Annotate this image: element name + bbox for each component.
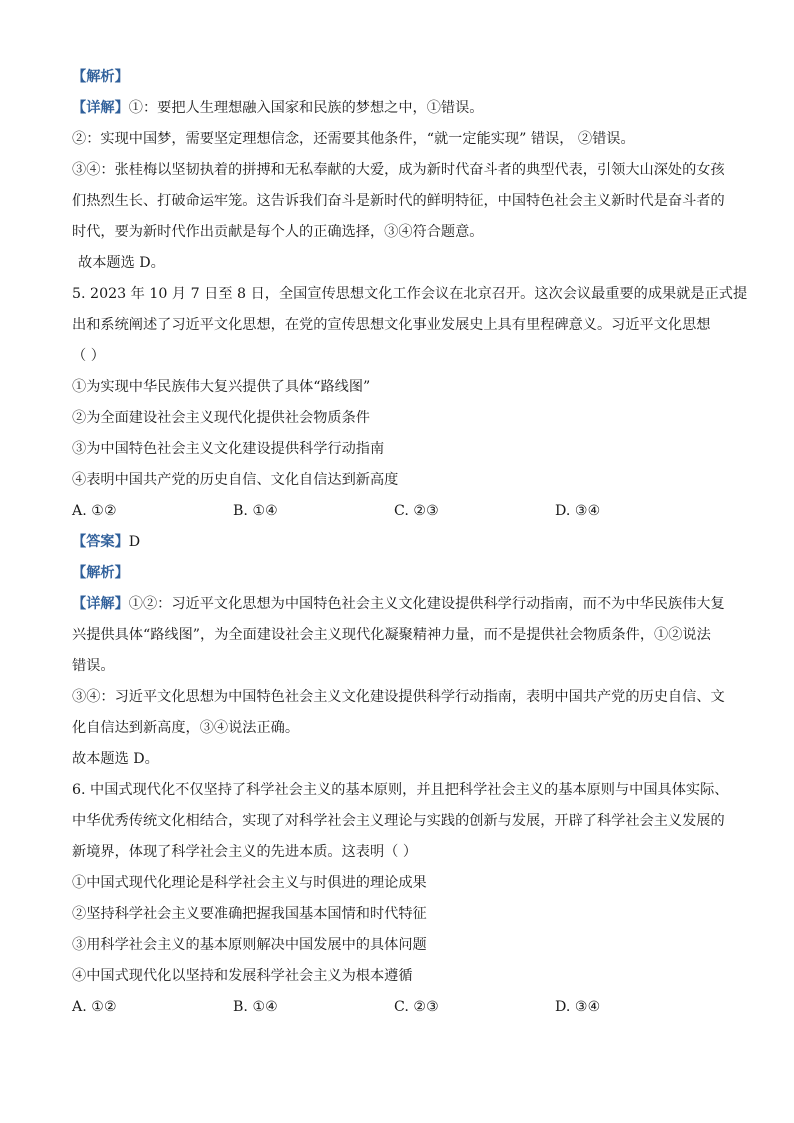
answer-line (72, 527, 722, 558)
document-page (72, 62, 748, 1023)
option-d: D. ③④ (555, 999, 601, 1015)
detail-line (72, 589, 725, 620)
detail-label: 【详解】 (72, 100, 129, 116)
question-5-options (72, 496, 722, 527)
question-6-item: ③用科学社会主义的基本原则解决中国发展中的具体问题 (72, 937, 427, 953)
question-5-item: ②为全面建设社会主义现代化提供社会物质条件 (72, 410, 370, 426)
question-5-stem: （ ） (72, 348, 105, 364)
question-6-stem: 6. 中国式现代化不仅坚持了科学社会主义的基本原则，并且把科学社会主义的基本原则与中国具体实际、 (72, 782, 729, 798)
option-b: B. ①④ (233, 999, 278, 1015)
question-6-stem: 新境界，体现了科学社会主义的先进本质。这表明（ ） (72, 844, 418, 860)
option-b: B. ①④ (233, 503, 278, 519)
question-5-item: ①为实现中华民族伟大复兴提供了具体“路线图” (72, 379, 371, 395)
detail-line: 们热烈生长、打破命运牢笼。这告诉我们奋斗是新时代的鲜明特征，中国特色社会主义新时代是奋斗者的 (72, 193, 725, 209)
question-5-stem: 出和系统阐述了习近平文化思想，在党的宣传思想文化事业发展史上具有里程碑意义。习近平文化思想 (72, 317, 711, 333)
option-a: A. ①② (72, 503, 117, 519)
detail-line: ③④：张桂梅以坚韧执着的拼搏和无私奉献的大爱，成为新时代奋斗者的典型代表，引领大山深处的女孩 (72, 162, 725, 178)
analysis-label: 【解析】 (72, 69, 129, 85)
question-5-stem: 5. 2023 年 10 月 7 日至 8 日，全国宣传思想文化工作会议在北京召开。这次会议最重要的成果就是正式提 (72, 286, 748, 302)
detail-line: 时代，要为新时代作出贡献是每个人的正确选择，③④符合题意。 (72, 224, 484, 240)
question-5-item: ③为中国特色社会主义文化建设提供科学行动指南 (72, 441, 385, 457)
conclusion: 故本题选 D。 (78, 255, 165, 271)
question-6-stem: 中华优秀传统文化相结合，实现了对科学社会主义理论与实践的创新与发展，开辟了科学社会主义发展的 (72, 813, 725, 829)
question-6-item: ②坚持科学社会主义要准确把握我国基本国情和时代特征 (72, 906, 427, 922)
question-6-options (72, 992, 722, 1023)
detail-line (72, 93, 722, 124)
detail-line: 错误。 (72, 658, 115, 674)
question-5-item: ④表明中国共产党的历史自信、文化自信达到新高度 (72, 472, 399, 488)
option-c: C. ②③ (394, 999, 439, 1015)
option-c: C. ②③ (394, 503, 439, 519)
detail-line: ③④：习近平文化思想为中国特色社会主义文化建设提供科学行动指南，表明中国共产党的历史自信、文 (72, 689, 725, 705)
detail-text: ①：要把人生理想融入国家和民族的梦想之中，①错误。 (128, 100, 484, 116)
detail-label: 【详解】 (72, 596, 129, 612)
detail-line: 化自信达到新高度，③④说法正确。 (72, 720, 300, 736)
answer-label: 【答案】 (72, 534, 129, 550)
option-a: A. ①② (72, 999, 117, 1015)
detail-line: ②：实现中国梦，需要坚定理想信念，还需要其他条件，“就一定能实现” 错误， ②错误。 (72, 131, 635, 147)
question-6-item: ④中国式现代化以坚持和发展科学社会主义为根本遵循 (72, 968, 413, 984)
option-d: D. ③④ (555, 503, 601, 519)
conclusion: 故本题选 D。 (72, 751, 159, 767)
question-6-item: ①中国式现代化理论是科学社会主义与时俱进的理论成果 (72, 875, 427, 891)
answer-value: D (128, 534, 141, 550)
detail-line: 兴提供具体“路线图”，为全面建设社会主义现代化凝聚精神力量，而不是提供社会物质条件，①②说法 (72, 627, 711, 643)
detail-text: ①②：习近平文化思想为中国特色社会主义文化建设提供科学行动指南，而不为中华民族伟大复 (128, 596, 725, 612)
analysis-label: 【解析】 (72, 565, 129, 581)
